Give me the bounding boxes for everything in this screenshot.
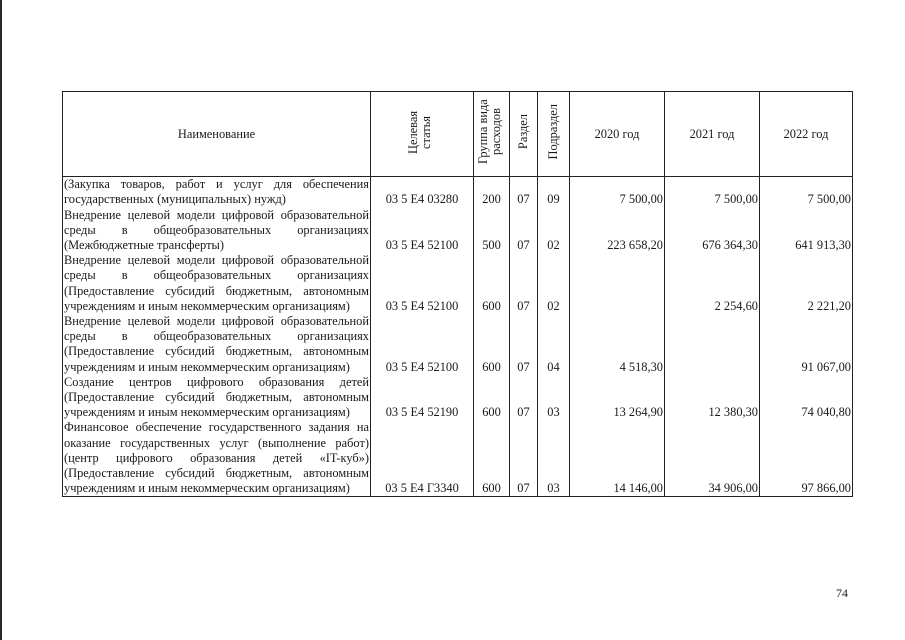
header-name: Наименование [63, 92, 371, 177]
row-subsection: 03 [538, 375, 570, 421]
page-edge-rule [0, 0, 2, 640]
row-section: 07 [510, 420, 538, 497]
row-2022: 7 500,00 [760, 177, 853, 208]
row-target-article: 03 5 E4 52100 [371, 253, 474, 314]
row-2021: 2 254,60 [665, 253, 760, 314]
table-row [63, 314, 853, 375]
row-section: 07 [510, 375, 538, 421]
row-target-article: 03 5 E4 52100 [371, 314, 474, 375]
row-expense-group: 200 [474, 177, 510, 208]
row-2021: 12 380,30 [665, 375, 760, 421]
row-2020: 13 264,90 [570, 375, 665, 421]
row-2022: 91 067,00 [760, 314, 853, 375]
row-name: Создание центров цифрового образования детей (Предоставление субсидий бюджетным, автономным учреждениям и иным некоммерческим организациям) [64, 374, 369, 420]
row-2021: 7 500,00 [665, 177, 760, 208]
row-2021 [665, 314, 760, 375]
row-expense-group: 600 [474, 314, 510, 375]
row-2022: 641 913,30 [760, 208, 853, 254]
table-row [63, 375, 853, 421]
header-target-article: Целевая статья [371, 92, 474, 177]
row-2022: 74 040,80 [760, 375, 853, 421]
header-subsection: Подраздел [538, 92, 570, 177]
budget-table [62, 91, 853, 497]
table-header-row [63, 92, 853, 177]
row-2020: 223 658,20 [570, 208, 665, 254]
row-name: Финансовое обеспечение государственного задания на оказание государственных услуг (выполнение работ) (центр цифрового образования детей «IT-куб») (Предоставление субсидий бюджетным, автономным учреждениям и иным некоммерческим организациям) [64, 420, 369, 496]
header-expense-group: Группа вида расходов [474, 92, 510, 177]
row-section: 07 [510, 177, 538, 208]
row-expense-group: 500 [474, 208, 510, 254]
header-2021: 2021 год [665, 92, 760, 177]
row-2020: 14 146,00 [570, 420, 665, 497]
row-subsection: 02 [538, 208, 570, 254]
table-row [63, 420, 853, 497]
row-subsection: 04 [538, 314, 570, 375]
table-row [63, 208, 853, 254]
row-2020: 7 500,00 [570, 177, 665, 208]
row-expense-group: 600 [474, 375, 510, 421]
row-subsection: 02 [538, 253, 570, 314]
header-2020: 2020 год [570, 92, 665, 177]
row-target-article: 03 5 E4 Г3340 [371, 420, 474, 497]
row-2022: 97 866,00 [760, 420, 853, 497]
row-target-article: 03 5 E4 52190 [371, 375, 474, 421]
row-subsection: 03 [538, 420, 570, 497]
row-2020: 4 518,30 [570, 314, 665, 375]
row-name: Внедрение целевой модели цифровой образовательной среды в общеобразовательных организациях (Предоставление субсидий бюджетным, автономным учреждениям и иным некоммерческим организациям) [64, 253, 369, 313]
row-2022: 2 221,20 [760, 253, 853, 314]
row-2020 [570, 253, 665, 314]
row-target-article: 03 5 E4 03280 [371, 177, 474, 208]
row-name: (Закупка товаров, работ и услуг для обеспечения государственных (муниципальных) нужд) [64, 177, 369, 207]
row-2021: 676 364,30 [665, 208, 760, 254]
row-section: 07 [510, 314, 538, 375]
row-subsection: 09 [538, 177, 570, 208]
header-section: Раздел [510, 92, 538, 177]
table-row [63, 253, 853, 314]
row-expense-group: 600 [474, 420, 510, 497]
row-expense-group: 600 [474, 253, 510, 314]
row-name: Внедрение целевой модели цифровой образовательной среды в общеобразовательных организациях (Межбюджетные трансферты) [64, 207, 369, 253]
row-section: 07 [510, 253, 538, 314]
row-2021: 34 906,00 [665, 420, 760, 497]
table-row [63, 177, 853, 208]
header-2022: 2022 год [760, 92, 853, 177]
row-section: 07 [510, 208, 538, 254]
row-target-article: 03 5 E4 52100 [371, 208, 474, 254]
row-name: Внедрение целевой модели цифровой образовательной среды в общеобразовательных организациях (Предоставление субсидий бюджетным, автономным учреждениям и иным некоммерческим организациям) [64, 314, 369, 374]
page-number: 74 [836, 586, 848, 600]
